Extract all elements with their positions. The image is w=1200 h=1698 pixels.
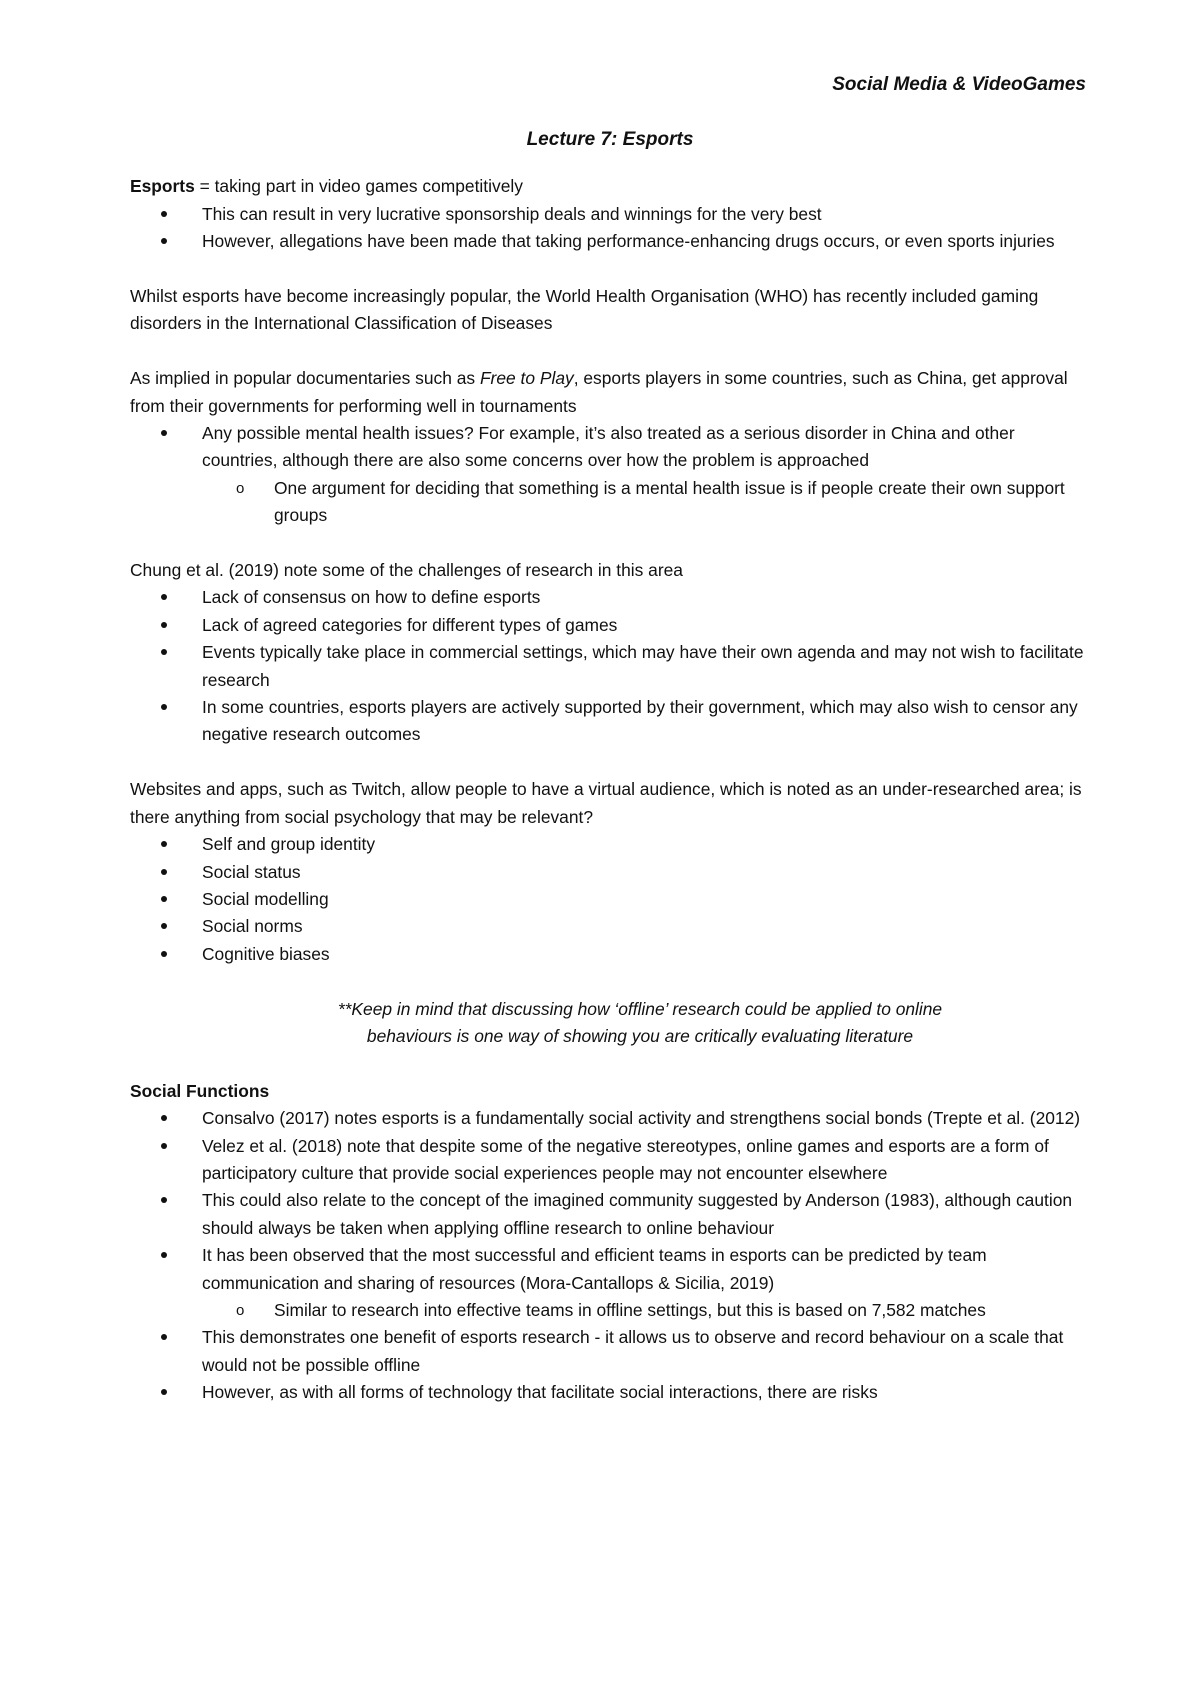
documentary-title: Free to Play xyxy=(479,368,574,389)
mental-health-list xyxy=(130,420,1090,530)
list-item: Events typically take place in commercial settings, which may have their own agenda and may not wish to facilitate research xyxy=(130,639,1090,694)
list-item: Social norms xyxy=(130,913,1090,940)
paragraph-text: , esports players in some countries, such as China, get approval from their governments for performing well in tournaments xyxy=(130,368,1068,416)
note-prefix: ** xyxy=(337,998,352,1019)
list-item: Velez et al. (2018) note that despite some of the negative stereotypes, online games and esports are a form of participatory culture that provide social experiences people may not encounter elsewhere xyxy=(130,1133,1090,1188)
paragraph-text: As implied in popular documentaries such as xyxy=(130,368,480,389)
list-item: Cognitive biases xyxy=(130,941,1090,968)
list-item: Social status xyxy=(130,859,1090,886)
list-item: This can result in very lucrative sponsorship deals and winnings for the very best xyxy=(130,201,1090,228)
note-line-1 xyxy=(190,996,1090,1023)
list-item: However, as with all forms of technology that facilitate social interactions, there are risks xyxy=(130,1379,1090,1406)
free-to-play-paragraph xyxy=(130,365,1090,420)
esports-definition-text: = taking part in video games competitively xyxy=(194,176,523,197)
challenges-list xyxy=(130,584,1090,748)
sub-list xyxy=(202,475,1090,530)
running-header: Social Media & VideoGames xyxy=(832,74,1086,95)
note-line-2: behaviours is one way of showing you are critically evaluating literature xyxy=(366,1025,914,1046)
list-item: This could also relate to the concept of the imagined community suggested by Anderson (1983), although caution should always be taken when applying offline research to online behaviour xyxy=(130,1187,1090,1242)
list-item: This demonstrates one benefit of esports research - it allows us to observe and record behaviour on a scale that would not be possible offline xyxy=(130,1324,1090,1379)
chung-paragraph: Chung et al. (2019) note some of the challenges of research in this area xyxy=(130,560,683,581)
list-item: Consalvo (2017) notes esports is a fundamentally social activity and strengthens social bonds (Trepte et al. (2012) xyxy=(130,1105,1090,1132)
page-title: Lecture 7: Esports xyxy=(526,129,694,150)
list-item: However, allegations have been made that taking performance-enhancing drugs occurs, or even sports injuries xyxy=(130,228,1090,255)
social-psychology-list xyxy=(130,831,1090,968)
esports-bullet-list xyxy=(130,201,1090,256)
sub-list-item: o One argument for deciding that something is a mental health issue is if people create their own support groups xyxy=(130,475,1090,530)
esports-definition xyxy=(130,173,1090,200)
list-item: Lack of agreed categories for different types of games xyxy=(130,612,1090,639)
list-item: Lack of consensus on how to define esports xyxy=(130,584,1090,611)
twitch-paragraph: Websites and apps, such as Twitch, allow people to have a virtual audience, which is noted as an under-researched area; is there anything from social psychology that may be relevant? xyxy=(130,779,1082,827)
list-item: In some countries, esports players are actively supported by their government, which may also wish to censor any negative research outcomes xyxy=(130,694,1090,749)
document-body xyxy=(130,126,1090,1407)
who-paragraph: Whilst esports have become increasingly popular, the World Health Organisation (WHO) has recently included gaming disorders in the International Classification of Diseases xyxy=(130,286,1039,334)
list-item-text: It has been observed that the most successful and efficient teams in esports can be predicted by team communication and sharing of resources (Mora-Cantallops & Sicilia, 2019) xyxy=(202,1245,987,1293)
study-tip-note xyxy=(130,996,1090,1051)
list-item xyxy=(130,1242,1090,1324)
social-functions-list xyxy=(130,1105,1090,1406)
sub-list xyxy=(202,1297,1090,1324)
list-item: Social modelling xyxy=(130,886,1090,913)
esports-term: Esports xyxy=(130,176,195,197)
list-item: Self and group identity xyxy=(130,831,1090,858)
sub-list-item: o Similar to research into effective teams in offline settings, but this is based on 7,582 matches xyxy=(130,1297,1090,1324)
section-heading: Social Functions xyxy=(130,1080,270,1101)
list-item-text: Any possible mental health issues? For example, it’s also treated as a serious disorder in China and other countries, although there are also some concerns over how the problem is approached xyxy=(202,423,1015,471)
list-item xyxy=(130,420,1090,530)
note-text: Keep in mind that discussing how ‘offline’ research could be applied to online xyxy=(351,998,943,1019)
